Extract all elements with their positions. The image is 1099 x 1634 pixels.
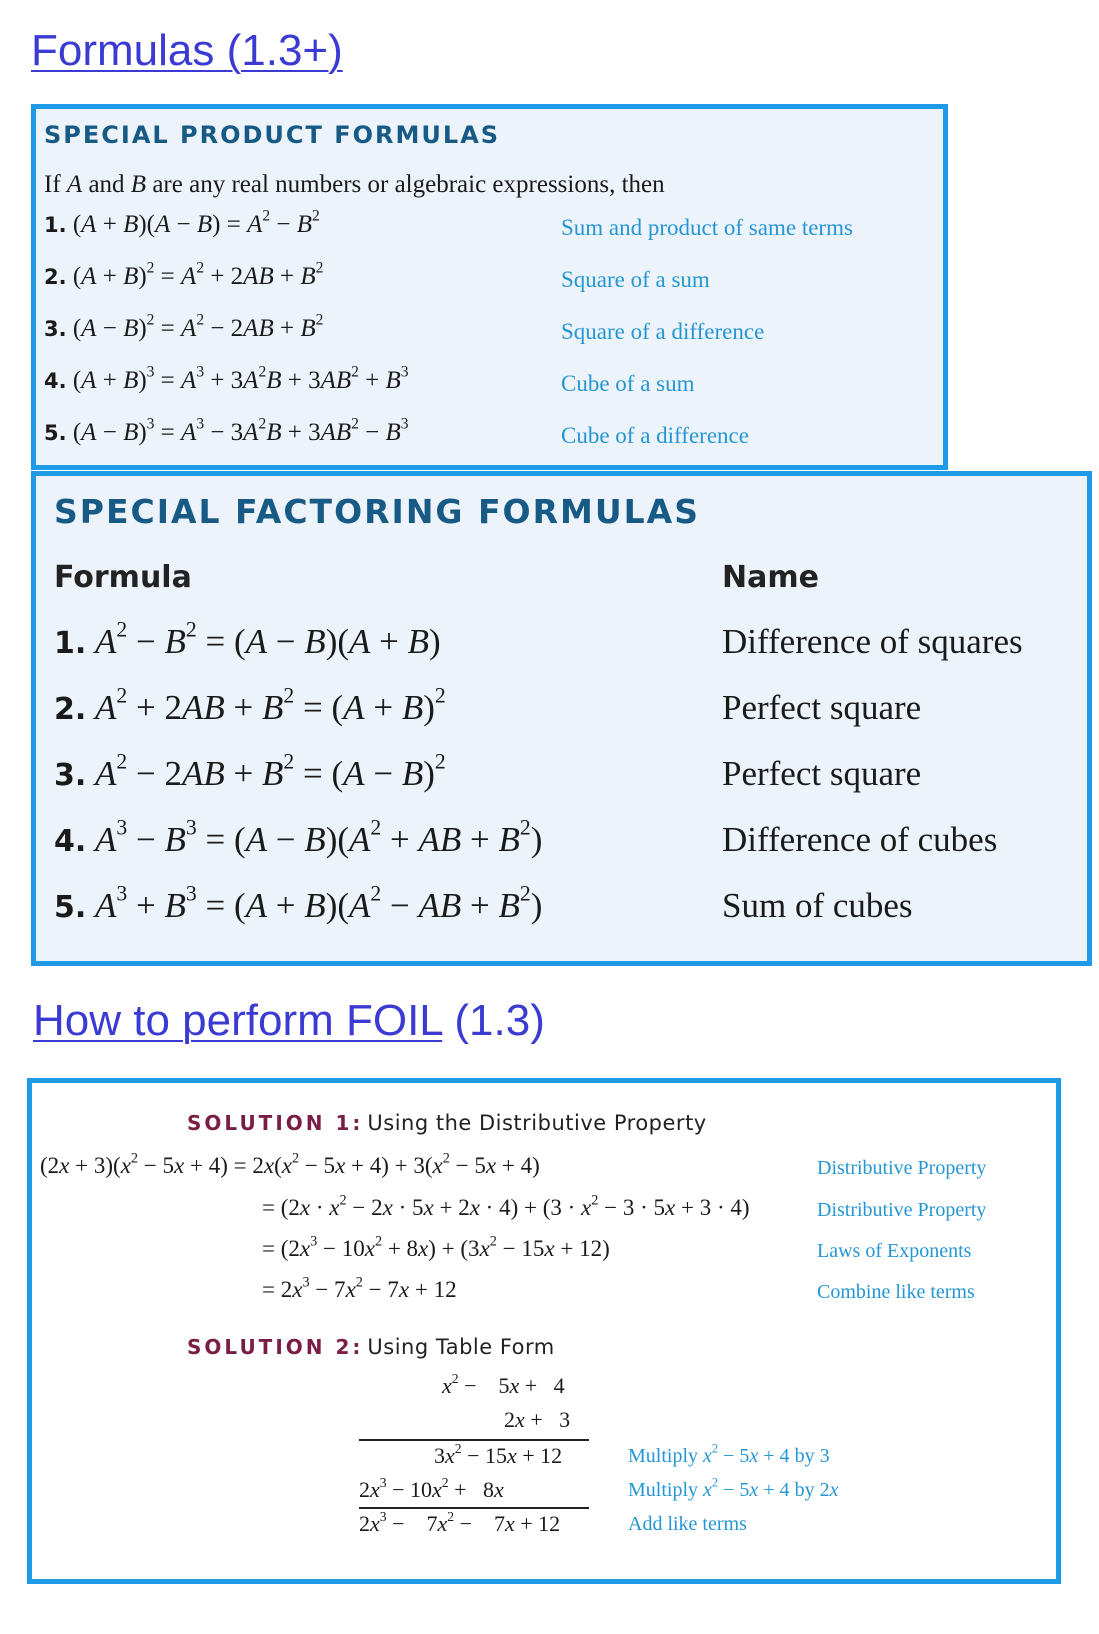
factoring-formula-1-name: Difference of squares [722,622,1023,661]
factoring-formula-5: 5. $A^3 + B^3 = (A + B)(A^2$ − AB + $B^2$) [54,881,543,925]
factoring-formula-4-name: Difference of cubes [722,820,998,859]
factoring-formula-2: 2. $A^2 + 2AB + B^2 = (A + B)^2$ [54,683,446,727]
special-factoring-formulas-box [31,471,1092,966]
solution-1-step-2: = $(2x \cdot x^2 - 2x \cdot 5x + 2x \cdot 4) + (3 \cdot x^2 - 3 \cdot 5x + 3 \cdot 4)$ [262,1192,750,1220]
solution-2-note-2: Multiply $x^2 - 5x + 4$ by 2x [628,1475,839,1501]
product-formula-4: 4. $(A + B)^3 = A^3 + 3A^2B + 3AB^2 + B^3$ [44,363,409,394]
solution-2-note-3: Add like terms [628,1513,747,1535]
factoring-formula-1: 1. $A^2 - B^2 = (A - B)(A + B)$ [54,617,441,661]
solution-2-heading: SOLUTION 2: Using Table Form [187,1335,555,1359]
product-formula-1-name: Sum and product of same terms [561,215,853,240]
special-product-title: SPECIAL PRODUCT FORMULAS [44,121,501,149]
product-formula-5-name: Cube of a difference [561,423,749,448]
foil-heading: How to perform FOIL (1.3) [33,996,545,1045]
table-row-1: $x^2$ − 5x + 4 [442,1370,565,1398]
foil-solutions-box [27,1078,1061,1584]
table-rule-1 [359,1439,589,1441]
product-formula-2: 2. $(A + B)^2 = A^2 + 2AB + B^2$ [44,259,324,290]
table-row-3: $3x^2 - 15x + 12$ [434,1440,563,1468]
special-factoring-title: SPECIAL FACTORING FORMULAS [54,492,700,531]
factoring-formula-3-name: Perfect square [722,754,922,793]
product-formula-4-name: Cube of a sum [561,371,695,396]
solution-1-heading: SOLUTION 1: Using the Distributive Property [187,1111,707,1135]
formula-column-header: Formula [54,560,192,595]
foil-heading-link[interactable]: How to perform FOIL [33,996,443,1045]
solution-1-note-4: Combine like terms [817,1281,975,1303]
product-formula-2-name: Square of a sum [561,267,710,292]
product-formula-5: 5. $(A - B)^3 = A^3 - 3A^2B + 3AB^2 - B^3$ [44,415,409,446]
special-product-formulas-box [31,104,948,470]
product-formula-3-name: Square of a difference [561,319,765,344]
special-product-intro: If A and B are any real numbers or algebraic expressions, then [44,171,665,198]
table-row-4: $2x^3 - 10x^2 + 8x$ [359,1474,504,1502]
name-column-header: Name [722,560,819,595]
table-row-5: $2x^3$ − $7x^2$ − 7x + 12 [359,1508,561,1536]
factoring-formula-5-name: Sum of cubes [722,886,913,925]
table-row-2: 2x + 3 [504,1407,571,1432]
solution-2-note-1: Multiply $x^2 - 5x + 4$ by 3 [628,1441,830,1467]
factoring-formula-2-name: Perfect square [722,688,922,727]
solution-1-note-2: Distributive Property [817,1199,987,1221]
solution-1-step-3: = $(2x^3 - 10x^2 + 8x) + (3x^2 - 15x + 12)$ [262,1233,610,1261]
solution-1-note-1: Distributive Property [817,1157,987,1179]
factoring-formula-3: 3. $A^2 - 2AB + B^2 = (A - B)^2$ [54,749,446,793]
formulas-heading-link[interactable]: Formulas (1.3+) [31,26,343,75]
product-formula-1: 1. $(A + B)(A - B) = A^2 - B^2$ [44,207,320,238]
product-formula-3: 3. $(A - B)^2 = A^2 - 2AB + B^2$ [44,311,324,342]
factoring-formula-4: 4. $A^3 - B^3 = (A - B)(A^2$ + AB + $B^2$) [54,815,543,859]
solution-1-note-3: Laws of Exponents [817,1240,972,1262]
solution-1-step-1: $(2x + 3)(x^2 - 5x + 4) = 2x(x^2 - 5x + 4) + 3(x^2 - 5x + 4)$ [40,1150,540,1178]
solution-1-step-4: = $2x^3 - 7x^2 - 7x + 12$ [262,1274,457,1302]
table-rule-2 [359,1507,589,1509]
